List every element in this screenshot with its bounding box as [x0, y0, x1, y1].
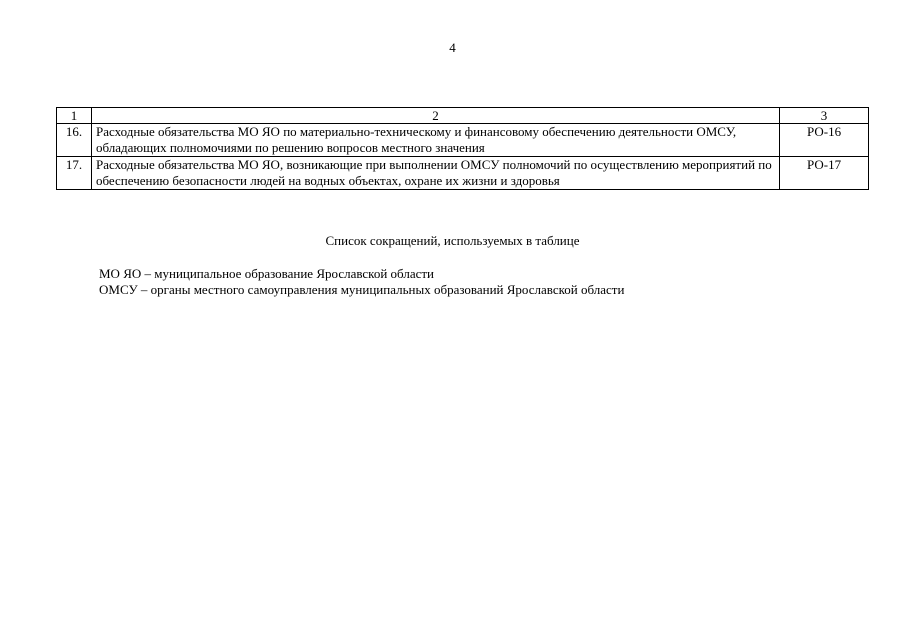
- row-number: 16.: [57, 124, 92, 157]
- table-row: [57, 124, 869, 157]
- table-header-row: [57, 108, 869, 124]
- abbreviations-title: Список сокращений, используемых в таблице: [325, 233, 580, 248]
- row-code: РО-16: [780, 124, 869, 157]
- header-cell-3: 3: [780, 108, 869, 124]
- abbreviations-list: [99, 266, 879, 298]
- header-cell-1: 1: [57, 108, 92, 124]
- abbreviation-item: МО ЯО – муниципальное образование Ярославской области: [99, 266, 434, 281]
- row-description: Расходные обязательства МО ЯО по материально-техническому и финансовому обеспечению деятельности ОМСУ, обладающих полномочиями по решению вопросов местного значения: [91, 124, 779, 157]
- expenditure-obligations-table: [56, 107, 869, 190]
- abbreviation-item: ОМСУ – органы местного самоуправления муниципальных образований Ярославской области: [99, 282, 625, 297]
- row-code: РО-17: [780, 157, 869, 190]
- row-description: Расходные обязательства МО ЯО, возникающие при выполнении ОМСУ полномочий по осуществлению мероприятий по обеспечению безопасности людей на водных объектах, охране их жизни и здоровья: [91, 157, 779, 190]
- row-number: 17.: [57, 157, 92, 190]
- table-row: [57, 157, 869, 190]
- header-cell-2: 2: [91, 108, 779, 124]
- page-number: 4: [449, 40, 456, 55]
